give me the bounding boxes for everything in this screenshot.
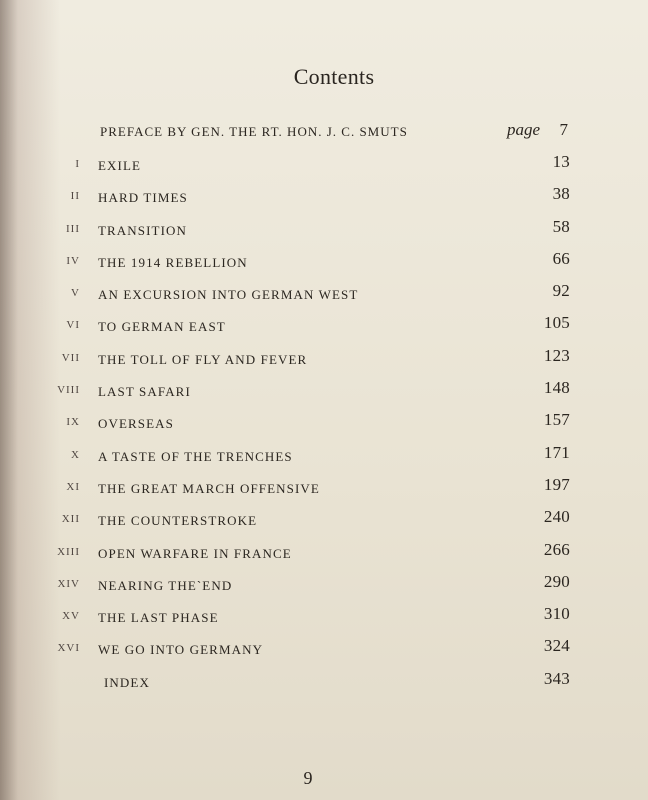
contents-entry — [0, 408, 648, 440]
contents-list — [0, 150, 648, 699]
chapter-number: V — [71, 287, 80, 300]
chapter-title: TO GERMAN EAST — [98, 319, 226, 335]
chapter-number: VIII — [57, 384, 80, 397]
chapter-number: VI — [66, 319, 80, 332]
contents-entry — [0, 441, 648, 473]
chapter-page: 58 — [552, 216, 570, 236]
chapter-title: LAST SAFARI — [98, 384, 191, 400]
contents-entry — [0, 473, 648, 505]
page-number: 9 — [303, 768, 313, 788]
contents-entry — [0, 215, 648, 247]
page-title: Contents — [293, 64, 375, 89]
chapter-title: WE GO INTO GERMANY — [98, 642, 264, 658]
contents-entry — [0, 182, 648, 214]
chapter-page: 171 — [543, 442, 570, 462]
chapter-page: 66 — [552, 248, 570, 268]
contents-entry — [0, 150, 648, 182]
chapter-page: 38 — [552, 184, 570, 204]
index-title: INDEX — [104, 674, 150, 690]
chapter-number: XVI — [57, 642, 80, 655]
index-page: 343 — [543, 668, 570, 688]
chapter-number: III — [66, 222, 80, 235]
contents-entry — [0, 311, 648, 343]
contents-entry — [0, 279, 648, 311]
contents-entry — [0, 344, 648, 376]
preface-title: PREFACE BY GEN. THE RT. HON. J. C. SMUTS — [100, 124, 408, 139]
chapter-number: XI — [66, 480, 80, 493]
contents-entry — [0, 602, 648, 634]
chapter-number: VII — [61, 351, 80, 364]
chapter-title: THE 1914 REBELLION — [98, 254, 248, 270]
chapter-title: THE LAST PHASE — [98, 610, 219, 626]
chapter-number: XIII — [57, 545, 80, 558]
preface-page-number: 7 — [559, 120, 568, 139]
chapter-page: 290 — [543, 571, 570, 591]
chapter-title: AN EXCURSION INTO GERMAN WEST — [98, 287, 359, 303]
chapter-number: XIV — [57, 577, 80, 590]
preface-entry — [100, 120, 570, 144]
contents-entry — [0, 376, 648, 408]
chapter-title: TRANSITION — [98, 222, 187, 238]
chapter-page: 157 — [543, 410, 570, 430]
chapter-page: 240 — [543, 507, 570, 527]
chapter-page: 148 — [543, 378, 570, 398]
contents-entry — [0, 247, 648, 279]
chapter-title: THE GREAT MARCH OFFENSIVE — [98, 480, 320, 496]
chapter-page: 13 — [552, 152, 570, 171]
chapter-number: XV — [62, 610, 80, 623]
contents-entry — [0, 505, 648, 537]
chapter-title: EXILE — [98, 158, 142, 173]
contents-entry — [0, 634, 648, 666]
chapter-number: X — [71, 448, 80, 461]
chapter-page: 266 — [543, 539, 570, 559]
chapter-page: 324 — [543, 636, 570, 656]
chapter-page: 310 — [543, 604, 570, 624]
chapter-page: 197 — [543, 474, 570, 494]
chapter-page: 123 — [543, 345, 570, 365]
chapter-number: XII — [61, 513, 80, 526]
contents-entry — [0, 570, 648, 602]
chapter-page: 105 — [543, 313, 570, 333]
contents-entry — [0, 538, 648, 570]
chapter-page: 92 — [552, 281, 570, 301]
chapter-title: HARD TIMES — [98, 190, 188, 206]
chapter-title: THE COUNTERSTROKE — [98, 513, 258, 529]
contents-entry-index — [0, 667, 648, 699]
chapter-number: II — [70, 190, 80, 203]
chapter-number: IV — [66, 254, 80, 267]
chapter-title: A TASTE OF THE TRENCHES — [98, 448, 293, 464]
chapter-number: I — [75, 158, 80, 170]
chapter-title: NEARING THE`END — [98, 577, 233, 593]
chapter-number: IX — [66, 416, 80, 429]
chapter-title: OVERSEAS — [98, 416, 174, 432]
chapter-title: THE TOLL OF FLY AND FEVER — [98, 351, 308, 367]
page-word-label: page — [506, 120, 540, 139]
chapter-title: OPEN WARFARE IN FRANCE — [98, 545, 292, 561]
